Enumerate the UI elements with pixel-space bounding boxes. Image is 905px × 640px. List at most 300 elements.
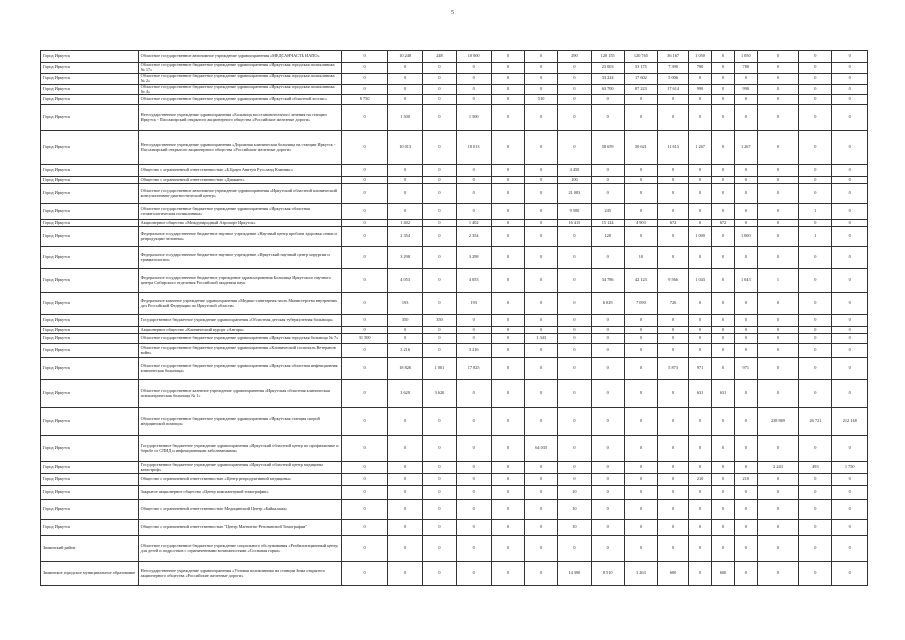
value-cell: 0: [423, 334, 456, 344]
value-cell: 0: [342, 73, 388, 84]
value-cell: 0: [832, 51, 868, 63]
territory-cell: Город Иркутск: [41, 247, 139, 269]
territory-cell: Город Иркутск: [41, 84, 139, 95]
table-row: [41, 293, 868, 315]
value-cell: 0: [491, 520, 524, 536]
table-row: [41, 408, 868, 436]
value-cell: 0: [525, 51, 558, 63]
value-cell: 0: [591, 334, 624, 344]
territory-cell: Город Иркутск: [41, 436, 139, 462]
table-row: [41, 184, 868, 204]
value-cell: 0: [491, 73, 524, 84]
value-cell: 0: [832, 380, 868, 408]
value-cell: 631: [712, 380, 735, 408]
value-cell: 0: [558, 227, 591, 247]
value-cell: 0: [491, 562, 524, 586]
table-row: [41, 344, 868, 358]
value-cell: 0: [387, 536, 422, 562]
value-cell: 4 053: [456, 269, 491, 293]
value-cell: 0: [423, 247, 456, 269]
value-cell: 0: [525, 474, 558, 486]
value-cell: 0: [591, 184, 624, 204]
organization-cell: Областное государственное бюджетное учреждение здравоохранения «Иркутская городская поликлиника № 17»: [138, 63, 342, 74]
value-cell: 17 602: [624, 73, 657, 84]
value-cell: 0: [387, 95, 422, 105]
value-cell: 0: [757, 204, 799, 220]
value-cell: 0: [689, 344, 712, 358]
territory-cell: Город Иркутск: [41, 51, 139, 63]
value-cell: 0: [689, 315, 712, 327]
value-cell: 0: [423, 105, 456, 131]
value-cell: 0: [491, 220, 524, 227]
value-cell: 0: [799, 327, 832, 334]
value-cell: 0: [757, 63, 799, 74]
value-cell: 0: [525, 247, 558, 269]
value-cell: 0: [658, 344, 689, 358]
value-cell: 350: [423, 315, 456, 327]
value-cell: 0: [491, 462, 524, 474]
value-cell: 0: [423, 73, 456, 84]
value-cell: 0: [456, 500, 491, 520]
value-cell: 0: [689, 462, 712, 474]
value-cell: 0: [423, 95, 456, 105]
value-cell: 0: [525, 63, 558, 74]
value-cell: 0: [712, 105, 735, 131]
value-cell: 3 298: [387, 247, 422, 269]
organization-cell: Общество с ограниченной ответственностью Медицинский Центр «Байкальма»: [138, 500, 342, 520]
table-row: [41, 84, 868, 95]
value-cell: 0: [832, 95, 868, 105]
value-cell: 0: [712, 269, 735, 293]
value-cell: 0: [799, 520, 832, 536]
value-cell: 0: [342, 177, 388, 184]
value-cell: 0: [525, 165, 558, 177]
value-cell: 0: [757, 486, 799, 500]
value-cell: 0: [658, 204, 689, 220]
value-cell: 0: [757, 380, 799, 408]
value-cell: 248: [423, 51, 456, 63]
value-cell: 0: [799, 51, 832, 63]
value-cell: 726: [658, 293, 689, 315]
territory-cell: Город Иркутск: [41, 500, 139, 520]
value-cell: 0: [342, 500, 388, 520]
value-cell: 0: [423, 500, 456, 520]
value-cell: 0: [757, 220, 799, 227]
organization-cell: Акционерное общество «Международный Аэропорт Иркутск»: [138, 220, 342, 227]
value-cell: 0: [456, 436, 491, 462]
value-cell: 0: [491, 247, 524, 269]
value-cell: 0: [491, 131, 524, 165]
value-cell: 0: [832, 520, 868, 536]
territory-cell: Город Иркутск: [41, 520, 139, 536]
territory-cell: Город Иркутск: [41, 358, 139, 380]
organization-cell: Федеральное казенное учреждение здравоохранения «Медико-санитарная часть Министерства внутренних дел Российской Федерации по Иркутской области»: [138, 293, 342, 315]
table-row: [41, 334, 868, 344]
value-cell: 0: [558, 334, 591, 344]
value-cell: 1 001: [423, 358, 456, 380]
value-cell: 2 243: [757, 462, 799, 474]
value-cell: 0: [558, 327, 591, 334]
value-cell: 0: [734, 73, 757, 84]
value-cell: 0: [757, 474, 799, 486]
value-cell: 21 083: [558, 184, 591, 204]
table-row: [41, 462, 868, 474]
value-cell: 0: [525, 500, 558, 520]
value-cell: 0: [799, 500, 832, 520]
value-cell: 0: [624, 184, 657, 204]
value-cell: 212 148: [832, 408, 868, 436]
value-cell: 1: [799, 227, 832, 247]
value-cell: 0: [832, 84, 868, 95]
territory-cell: Город Иркутск: [41, 105, 139, 131]
value-cell: 0: [799, 536, 832, 562]
value-cell: 0: [757, 51, 799, 63]
value-cell: 1 267: [734, 131, 757, 165]
value-cell: 0: [734, 293, 757, 315]
value-cell: 0: [423, 327, 456, 334]
value-cell: 5 006: [658, 73, 689, 84]
value-cell: 4 903: [624, 220, 657, 227]
value-cell: 0: [689, 105, 712, 131]
value-cell: 0: [624, 227, 657, 247]
territory-cell: Город Иркутск: [41, 73, 139, 84]
value-cell: 4 450: [558, 165, 591, 177]
value-cell: 0: [624, 486, 657, 500]
value-cell: 0: [525, 177, 558, 184]
value-cell: 0: [757, 520, 799, 536]
value-cell: 0: [689, 95, 712, 105]
value-cell: 0: [525, 462, 558, 474]
value-cell: 18 826: [387, 358, 422, 380]
value-cell: 0: [423, 520, 456, 536]
value-cell: 0: [591, 358, 624, 380]
organization-cell: Закрытое акционерное общество «Центр компьютерной томографии»: [138, 486, 342, 500]
value-cell: 0: [456, 95, 491, 105]
value-cell: 0: [491, 177, 524, 184]
value-cell: 0: [658, 536, 689, 562]
value-cell: 0: [689, 73, 712, 84]
value-cell: 0: [689, 293, 712, 315]
value-cell: 0: [491, 84, 524, 95]
value-cell: 0: [734, 184, 757, 204]
value-cell: 0: [423, 436, 456, 462]
value-cell: 0: [342, 344, 388, 358]
value-cell: 0: [712, 358, 735, 380]
value-cell: 0: [734, 344, 757, 358]
value-cell: 3 216: [456, 344, 491, 358]
value-cell: 0: [491, 63, 524, 74]
facilities-table: [40, 50, 868, 586]
value-cell: 0: [491, 408, 524, 436]
value-cell: 33 224: [591, 73, 624, 84]
value-cell: 0: [658, 165, 689, 177]
value-cell: 0: [423, 165, 456, 177]
organization-cell: Государственное бюджетное учреждение здравоохранения «Областная детская туберкулезная больница»: [138, 315, 342, 327]
value-cell: 0: [757, 73, 799, 84]
value-cell: 238 869: [757, 408, 799, 436]
value-cell: 3 298: [456, 247, 491, 269]
value-cell: 0: [423, 562, 456, 586]
value-cell: 1 343: [525, 334, 558, 344]
value-cell: 0: [799, 131, 832, 165]
table-row: [41, 315, 868, 327]
value-cell: 16 415: [558, 220, 591, 227]
value-cell: 0: [342, 84, 388, 95]
value-cell: 0: [658, 177, 689, 184]
value-cell: 0: [712, 486, 735, 500]
organization-cell: Общество с ограниченной ответственностью «Диамант»: [138, 177, 342, 184]
value-cell: 10: [558, 520, 591, 536]
territory-cell: Город Иркутск: [41, 177, 139, 184]
table-row: [41, 131, 868, 165]
value-cell: 0: [342, 562, 388, 586]
value-cell: 0: [558, 293, 591, 315]
table-row: [41, 474, 868, 486]
table-row: [41, 73, 868, 84]
value-cell: 0: [558, 358, 591, 380]
table-row: [41, 165, 868, 177]
value-cell: 3 263: [624, 562, 657, 586]
value-cell: 0: [456, 334, 491, 344]
value-cell: 0: [387, 184, 422, 204]
value-cell: 0: [734, 327, 757, 334]
value-cell: 0: [799, 436, 832, 462]
value-cell: 0: [591, 327, 624, 334]
value-cell: 0: [387, 408, 422, 436]
value-cell: 0: [525, 184, 558, 204]
value-cell: 0: [342, 165, 388, 177]
value-cell: 0: [757, 165, 799, 177]
value-cell: 0: [712, 247, 735, 269]
value-cell: 0: [387, 562, 422, 586]
value-cell: 0: [491, 334, 524, 344]
value-cell: 0: [832, 293, 868, 315]
value-cell: 0: [491, 95, 524, 105]
value-cell: 42 123: [624, 269, 657, 293]
value-cell: 0: [591, 520, 624, 536]
territory-cell: Город Иркутск: [41, 486, 139, 500]
value-cell: 0: [658, 486, 689, 500]
value-cell: 0: [734, 536, 757, 562]
value-cell: 0: [712, 474, 735, 486]
value-cell: 0: [558, 84, 591, 95]
value-cell: 0: [591, 474, 624, 486]
value-cell: 0: [658, 436, 689, 462]
value-cell: 0: [342, 131, 388, 165]
organization-cell: Областное государственное автономное учреждение здравоохранения «Иркутский областной клинический консультативно-диагностический центр»: [138, 184, 342, 204]
table-row: [41, 95, 868, 105]
value-cell: 0: [757, 358, 799, 380]
value-cell: 0: [456, 177, 491, 184]
value-cell: 0: [712, 84, 735, 95]
territory-cell: Город Иркутск: [41, 227, 139, 247]
value-cell: 0: [712, 204, 735, 220]
value-cell: 0: [387, 327, 422, 334]
value-cell: 0: [712, 536, 735, 562]
value-cell: 0: [658, 334, 689, 344]
value-cell: 0: [689, 327, 712, 334]
territory-cell: Город Иркутск: [41, 327, 139, 334]
organization-cell: Государственное бюджетное учреждение здравоохранения «Иркутский областной центр медицины катастроф»: [138, 462, 342, 474]
value-cell: 10 248: [387, 51, 422, 63]
value-cell: 0: [757, 315, 799, 327]
table-row: [41, 63, 868, 74]
value-cell: 0: [491, 105, 524, 131]
value-cell: 0: [491, 500, 524, 520]
value-cell: 0: [624, 500, 657, 520]
value-cell: 0: [799, 293, 832, 315]
value-cell: 0: [689, 436, 712, 462]
value-cell: 0: [832, 536, 868, 562]
value-cell: 10: [558, 500, 591, 520]
value-cell: 0: [456, 474, 491, 486]
value-cell: 350: [387, 315, 422, 327]
value-cell: 0: [689, 408, 712, 436]
organization-cell: Негосударственное учреждение здравоохранения «Больница восстановительного лечения на станции Иркутск - Пассажирский открытого акционерного общества «Российские железные дороги»: [138, 105, 342, 131]
value-cell: 0: [624, 334, 657, 344]
value-cell: 0: [734, 380, 757, 408]
value-cell: 0: [734, 204, 757, 220]
value-cell: 0: [799, 184, 832, 204]
value-cell: 0: [757, 293, 799, 315]
value-cell: 0: [624, 177, 657, 184]
value-cell: 0: [658, 474, 689, 486]
value-cell: 0: [624, 380, 657, 408]
value-cell: 0: [491, 184, 524, 204]
value-cell: 0: [491, 227, 524, 247]
value-cell: 0: [525, 131, 558, 165]
organization-cell: Областное государственное бюджетное учреждение здравоохранения «Иркутская станция скорой медицинской помощи»: [138, 408, 342, 436]
value-cell: 600: [712, 562, 735, 586]
value-cell: 0: [757, 84, 799, 95]
value-cell: 0: [799, 358, 832, 380]
value-cell: 0: [456, 63, 491, 74]
value-cell: 0: [456, 315, 491, 327]
territory-cell: Город Иркутск: [41, 269, 139, 293]
value-cell: 0: [491, 293, 524, 315]
value-cell: 0: [712, 344, 735, 358]
value-cell: 0: [387, 474, 422, 486]
value-cell: 0: [624, 95, 657, 105]
value-cell: 0: [832, 334, 868, 344]
value-cell: 0: [658, 227, 689, 247]
value-cell: 0: [689, 500, 712, 520]
value-cell: 0: [799, 105, 832, 131]
value-cell: 0: [658, 408, 689, 436]
value-cell: 1 500: [387, 105, 422, 131]
value-cell: 0: [712, 51, 735, 63]
organization-cell: Областное государственное бюджетное учреждение здравоохранения «Иркутский областной хоспис»: [138, 95, 342, 105]
territory-cell: Город Иркутск: [41, 462, 139, 474]
value-cell: 1 043: [689, 269, 712, 293]
territory-cell: Город Иркутск: [41, 165, 139, 177]
value-cell: 0: [689, 184, 712, 204]
value-cell: 0: [799, 562, 832, 586]
value-cell: 0: [757, 95, 799, 105]
value-cell: 0: [832, 500, 868, 520]
value-cell: 0: [624, 436, 657, 462]
value-cell: 0: [832, 269, 868, 293]
territory-cell: Зиминский район: [41, 536, 139, 562]
value-cell: 7 090: [624, 293, 657, 315]
value-cell: 120 765: [624, 51, 657, 63]
table-row: [41, 562, 868, 586]
value-cell: 0: [689, 486, 712, 500]
value-cell: 7 390: [658, 63, 689, 74]
value-cell: 0: [387, 500, 422, 520]
territory-cell: Город Иркутск: [41, 95, 139, 105]
value-cell: 0: [525, 269, 558, 293]
organization-cell: Общество с ограниченной ответственностью "Центр Магнитно-Резонансной Томографии": [138, 520, 342, 536]
value-cell: 0: [624, 327, 657, 334]
value-cell: 58 659: [591, 131, 624, 165]
territory-cell: Город Иркутск: [41, 474, 139, 486]
value-cell: 0: [658, 95, 689, 105]
value-cell: 17 614: [658, 84, 689, 95]
value-cell: 26 721: [799, 408, 832, 436]
value-cell: 10 013: [387, 131, 422, 165]
value-cell: 0: [799, 177, 832, 184]
value-cell: 1 750: [832, 462, 868, 474]
value-cell: 0: [342, 184, 388, 204]
organization-cell: Областное государственное бюджетное учреждение здравоохранения «Клинический госпиталь Ветеранов войн»: [138, 344, 342, 358]
value-cell: 0: [456, 184, 491, 204]
value-cell: 0: [456, 204, 491, 220]
organization-cell: Областное государственное бюджетное учреждение здравоохранения «Иркутская областная инфекционная клиническая больница»: [138, 358, 342, 380]
value-cell: 0: [558, 247, 591, 269]
value-cell: 0: [658, 315, 689, 327]
table-row: [41, 358, 868, 380]
table-row: [41, 247, 868, 269]
value-cell: 0: [342, 247, 388, 269]
value-cell: 0: [757, 227, 799, 247]
value-cell: 0: [712, 95, 735, 105]
value-cell: 0: [387, 436, 422, 462]
table-row: [41, 436, 868, 462]
value-cell: 0: [558, 474, 591, 486]
value-cell: 4 053: [387, 269, 422, 293]
value-cell: 0: [591, 344, 624, 358]
value-cell: 0: [491, 204, 524, 220]
value-cell: 0: [525, 220, 558, 227]
territory-cell: Город Иркутск: [41, 380, 139, 408]
value-cell: 0: [525, 73, 558, 84]
territory-cell: Город Иркутск: [41, 408, 139, 436]
value-cell: 780: [689, 63, 712, 74]
value-cell: 1: [799, 204, 832, 220]
value-cell: 0: [342, 220, 388, 227]
value-cell: 0: [342, 63, 388, 74]
value-cell: 0: [799, 380, 832, 408]
value-cell: 9 500: [558, 204, 591, 220]
value-cell: 0: [591, 247, 624, 269]
value-cell: 0: [491, 536, 524, 562]
value-cell: 0: [832, 474, 868, 486]
value-cell: 0: [342, 380, 388, 408]
table-row: [41, 536, 868, 562]
organization-cell: Федеральное государственное бюджетное учреждение здравоохранения Больница Иркутского научного центра Сибирского отделения Российской академии наук: [138, 269, 342, 293]
value-cell: 0: [712, 462, 735, 474]
value-cell: 780: [734, 63, 757, 74]
value-cell: 971: [689, 358, 712, 380]
table-row: [41, 486, 868, 500]
value-cell: 0: [342, 436, 388, 462]
value-cell: 0: [342, 51, 388, 63]
value-cell: 0: [558, 315, 591, 327]
value-cell: 0: [525, 315, 558, 327]
value-cell: 631: [689, 380, 712, 408]
value-cell: 0: [591, 500, 624, 520]
